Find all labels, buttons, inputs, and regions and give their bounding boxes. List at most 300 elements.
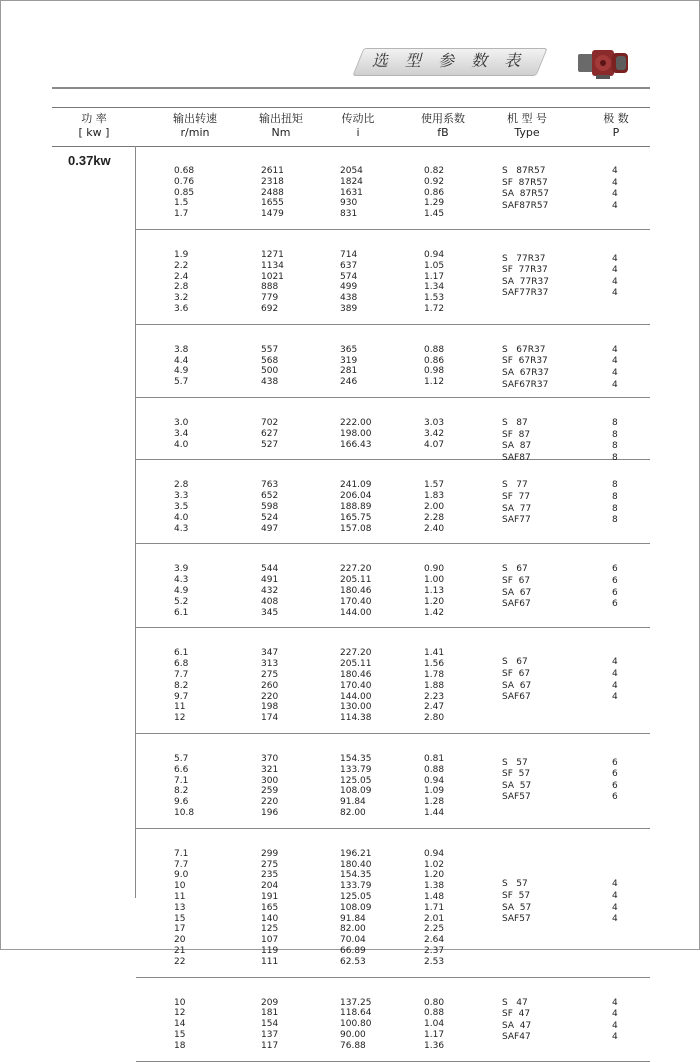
speed-column <box>174 250 188 315</box>
cell: S 87 <box>502 417 528 428</box>
cell: 2.2 <box>174 260 189 271</box>
cell: S 57 <box>502 879 528 890</box>
cell: 165.75 <box>340 512 372 523</box>
cell: 4 <box>612 891 618 902</box>
cell: 12 <box>174 713 186 724</box>
cell: 111 <box>261 956 279 967</box>
cell: 1.83 <box>424 491 445 502</box>
cell: 144.00 <box>340 691 372 702</box>
col-speed-label: 输出转速 <box>173 112 217 125</box>
cell: SA 67R37 <box>502 367 549 378</box>
cell: 888 <box>261 282 279 293</box>
cell: SAF77 <box>502 515 531 526</box>
cell: 0.88 <box>424 764 445 775</box>
cell: 4 <box>612 680 618 691</box>
cell: 321 <box>261 764 279 775</box>
data-group <box>136 460 650 544</box>
cell: SAF67R37 <box>502 379 549 390</box>
cell: 557 <box>261 344 279 355</box>
col-speed-unit: r/min <box>180 126 210 139</box>
cell: 1.28 <box>424 797 445 808</box>
cell: 3.03 <box>424 417 445 428</box>
pole-column <box>612 418 618 464</box>
torque-column <box>261 998 278 1052</box>
cell: SF 77 <box>502 491 531 502</box>
cell: 15 <box>174 1029 186 1040</box>
cell: 4 <box>612 692 618 703</box>
cell: 154.35 <box>340 753 372 764</box>
torque-column <box>261 250 284 315</box>
cell: S 67 <box>502 564 528 575</box>
cell: 4 <box>612 1020 618 1031</box>
cell: 4 <box>612 276 618 287</box>
cell: SAF57 <box>502 914 531 925</box>
cell: 702 <box>261 417 279 428</box>
cell: 6 <box>612 769 618 780</box>
cell: 1.48 <box>424 891 445 902</box>
col-fb-label: 使用系数 <box>421 112 465 125</box>
cell: 137.25 <box>340 997 372 1008</box>
cell: 2.23 <box>424 691 445 702</box>
cell: 130.00 <box>340 702 372 713</box>
col-ratio-header <box>328 112 388 140</box>
cell: 524 <box>261 512 279 523</box>
cell: 1.53 <box>424 293 445 304</box>
parameter-table <box>52 107 650 147</box>
type-column <box>502 418 531 464</box>
cell: 125 <box>261 924 279 935</box>
cell: 1655 <box>261 198 284 209</box>
cell: 1.09 <box>424 786 445 797</box>
cell: 8.2 <box>174 786 189 797</box>
cell: 2.8 <box>174 480 189 491</box>
cell: 260 <box>261 680 279 691</box>
cell: 2.53 <box>424 956 445 967</box>
cell: 2.40 <box>424 523 445 534</box>
cell: 7.7 <box>174 669 189 680</box>
pole-column <box>612 758 618 804</box>
cell: 166.43 <box>340 439 372 450</box>
cell: 299 <box>261 848 279 859</box>
speed-column <box>174 345 188 388</box>
cell: 5.7 <box>174 753 189 764</box>
cell: 118.64 <box>340 1008 372 1019</box>
cell: 4 <box>612 177 618 188</box>
cell: 9.7 <box>174 691 189 702</box>
cell: SF 67 <box>502 669 531 680</box>
cell: SF 67 <box>502 575 531 586</box>
cell: 2.28 <box>424 512 445 523</box>
cell: 9.0 <box>174 870 189 881</box>
pole-column <box>612 879 618 925</box>
cell: 438 <box>340 293 358 304</box>
cell: SAF47 <box>502 1032 531 1043</box>
cell: 300 <box>261 775 279 786</box>
cell: S 77 <box>502 480 528 491</box>
speed-column <box>174 754 194 819</box>
cell: SA 67 <box>502 680 532 691</box>
cell: 8 <box>612 503 618 514</box>
service-factor-column <box>424 754 444 819</box>
cell: 196 <box>261 807 279 818</box>
cell: 6 <box>612 780 618 791</box>
cell: 4 <box>612 253 618 264</box>
cell: 6 <box>612 792 618 803</box>
col-power-label: 功 率 <box>81 112 107 125</box>
cell: 499 <box>340 282 358 293</box>
cell: SAF87R57 <box>502 200 549 211</box>
cell: 2.47 <box>424 702 445 713</box>
cell: 1.12 <box>424 377 445 388</box>
service-factor-column <box>424 648 444 724</box>
cell: 0.82 <box>424 166 445 176</box>
cell: 4 <box>612 288 618 299</box>
cell: 4.3 <box>174 575 189 586</box>
cell: S 67R37 <box>502 344 546 355</box>
cell: 4 <box>612 265 618 276</box>
cell: 8 <box>612 441 618 452</box>
cell: SAF67 <box>502 599 531 610</box>
cell: SF 47 <box>502 1009 531 1020</box>
type-column <box>502 564 531 610</box>
cell: 4.0 <box>174 439 189 450</box>
cell: 154.35 <box>340 870 372 881</box>
header-divider <box>52 87 650 89</box>
cell: 4.4 <box>174 355 189 366</box>
pole-column <box>612 254 618 300</box>
cell: 4.9 <box>174 366 189 377</box>
type-column <box>502 166 549 212</box>
cell: 125.05 <box>340 891 372 902</box>
cell: 246 <box>340 377 358 388</box>
type-column <box>502 998 531 1044</box>
cell: 692 <box>261 303 279 314</box>
cell: 2.00 <box>424 501 445 512</box>
cell: 4 <box>612 1032 618 1043</box>
cell: 90.00 <box>340 1029 366 1040</box>
cell: 831 <box>340 209 358 220</box>
cell: 544 <box>261 564 279 575</box>
cell: 3.9 <box>174 564 189 575</box>
cell: 3.8 <box>174 344 189 355</box>
cell: 1.00 <box>424 575 445 586</box>
ratio-column <box>340 648 372 724</box>
cell: 652 <box>261 491 279 502</box>
data-group <box>136 628 650 734</box>
cell: 220 <box>261 691 279 702</box>
cell: 227.20 <box>340 564 372 575</box>
cell: 2.01 <box>424 913 445 924</box>
cell: 1.02 <box>424 859 445 870</box>
torque-column <box>261 754 278 819</box>
cell: 1.20 <box>424 870 445 881</box>
cell: 20 <box>174 935 186 946</box>
cell: 1.04 <box>424 1019 445 1030</box>
torque-column <box>261 564 278 618</box>
cell: 133.79 <box>340 764 372 775</box>
cell: 13 <box>174 902 186 913</box>
cell: 1.45 <box>424 209 445 220</box>
cell: 15 <box>174 913 186 924</box>
service-factor-column <box>424 480 444 534</box>
data-group <box>136 544 650 628</box>
speed-column <box>174 648 188 724</box>
col-type-header <box>492 112 562 140</box>
cell: 2318 <box>261 176 284 187</box>
cell: 313 <box>261 659 279 670</box>
cell: 76.88 <box>340 1040 366 1051</box>
torque-column <box>261 648 278 724</box>
cell: 8 <box>612 480 618 491</box>
cell: 2.8 <box>174 282 189 293</box>
cell: 9.6 <box>174 797 189 808</box>
cell: 5.7 <box>174 377 189 388</box>
page-title: 选 型 参 数 表 <box>371 51 527 70</box>
cell: 191 <box>261 891 279 902</box>
cell: 3.3 <box>174 491 189 502</box>
cell: 598 <box>261 501 279 512</box>
speed-column <box>174 564 188 618</box>
type-column <box>502 345 549 391</box>
cell: 2.37 <box>424 945 445 956</box>
cell: 4 <box>612 997 618 1008</box>
pole-column <box>612 166 618 212</box>
cell: SF 87 <box>502 429 531 440</box>
data-group <box>136 978 650 1062</box>
cell: S 87R57 <box>502 166 546 176</box>
cell: 1134 <box>261 260 284 271</box>
cell: 198 <box>261 702 279 713</box>
cell: 181 <box>261 1008 279 1019</box>
cell: SAF67 <box>502 692 531 703</box>
type-column <box>502 879 531 925</box>
cell: 0.81 <box>424 753 445 764</box>
data-group <box>136 146 650 230</box>
cell: 6 <box>612 564 618 575</box>
cell: 6.1 <box>174 648 189 659</box>
cell: 3.0 <box>174 417 189 428</box>
cell: 1.05 <box>424 260 445 271</box>
cell: SA 57 <box>502 902 532 913</box>
data-group <box>136 829 650 978</box>
cell: 144.00 <box>340 607 372 618</box>
cell: 0.86 <box>424 187 445 198</box>
cell: 365 <box>340 344 358 355</box>
cell: 100.80 <box>340 1019 372 1030</box>
cell: 137 <box>261 1029 279 1040</box>
cell: 763 <box>261 480 279 491</box>
cell: 180.40 <box>340 859 372 870</box>
cell: S 77R37 <box>502 253 546 264</box>
cell: 497 <box>261 523 279 534</box>
pole-column <box>612 345 618 391</box>
cell: 1631 <box>340 187 363 198</box>
cell: 66.89 <box>340 945 366 956</box>
cell: 4 <box>612 902 618 913</box>
cell: 22 <box>174 956 186 967</box>
cell: 108.09 <box>340 786 372 797</box>
cell: 91.84 <box>340 797 366 808</box>
cell: 1824 <box>340 176 363 187</box>
cell: 0.98 <box>424 366 445 377</box>
ratio-column <box>340 998 372 1052</box>
cell: 1.78 <box>424 669 445 680</box>
type-column <box>502 254 549 300</box>
cell: 180.46 <box>340 585 372 596</box>
cell: 1.72 <box>424 303 445 314</box>
cell: 4 <box>612 166 618 176</box>
cell: 7.1 <box>174 775 189 786</box>
cell: 527 <box>261 439 279 450</box>
cell: 4 <box>612 1009 618 1020</box>
cell: 108.09 <box>340 902 372 913</box>
cell: 0.85 <box>174 187 195 198</box>
cell: 259 <box>261 786 279 797</box>
cell: 1.42 <box>424 607 445 618</box>
cell: 3.6 <box>174 303 189 314</box>
cell: 204 <box>261 881 279 892</box>
cell: SA 87 <box>502 441 532 452</box>
service-factor-column <box>424 564 444 618</box>
cell: 1.88 <box>424 680 445 691</box>
cell: 3.5 <box>174 501 189 512</box>
gear-motor-icon <box>576 44 630 82</box>
cell: 196.21 <box>340 848 372 859</box>
cell: 70.04 <box>340 935 366 946</box>
cell: 0.76 <box>174 176 195 187</box>
ratio-column <box>340 564 372 618</box>
speed-column <box>174 480 188 534</box>
cell: 125.05 <box>340 775 372 786</box>
cell: 574 <box>340 271 358 282</box>
ratio-column <box>340 250 357 315</box>
col-fb-header <box>408 112 478 140</box>
cell: 198.00 <box>340 428 372 439</box>
col-pole-unit: P <box>612 126 620 139</box>
cell: SF 57 <box>502 891 531 902</box>
cell: 2.4 <box>174 271 189 282</box>
col-pole-label: 极 数 <box>603 112 629 125</box>
cell: 209 <box>261 997 279 1008</box>
cell: 8 <box>612 417 618 428</box>
cell: 779 <box>261 293 279 304</box>
cell: 0.94 <box>424 250 445 260</box>
ratio-column <box>340 480 372 534</box>
torque-column <box>261 345 278 388</box>
cell: 1.17 <box>424 271 445 282</box>
ratio-column <box>340 418 372 450</box>
cell: SF 57 <box>502 769 531 780</box>
pole-column <box>612 564 618 610</box>
cell: 1.36 <box>424 1040 445 1051</box>
col-power-unit: [ kw ] <box>78 126 110 139</box>
cell: 714 <box>340 250 358 260</box>
cell: 1271 <box>261 250 284 260</box>
cell: 5.2 <box>174 596 189 607</box>
service-factor-column <box>424 345 444 388</box>
cell: 1.17 <box>424 1029 445 1040</box>
ratio-column <box>340 345 357 388</box>
cell: 568 <box>261 355 279 366</box>
cell: 8 <box>612 515 618 526</box>
cell: 500 <box>261 366 279 377</box>
cell: 408 <box>261 596 279 607</box>
service-factor-column <box>424 250 444 315</box>
cell: 17 <box>174 924 186 935</box>
cell: 6.6 <box>174 764 189 775</box>
cell: 319 <box>340 355 358 366</box>
col-torque-header <box>246 112 316 140</box>
cell: 1.9 <box>174 250 189 260</box>
cell: 241.09 <box>340 480 372 491</box>
cell: 6.1 <box>174 607 189 618</box>
data-group <box>136 734 650 829</box>
cell: 4.0 <box>174 512 189 523</box>
service-factor-column <box>424 418 444 450</box>
col-fb-unit: fB <box>437 126 449 139</box>
cell: SF 67R37 <box>502 356 548 367</box>
cell: 0.94 <box>424 848 445 859</box>
cell: 10 <box>174 881 186 892</box>
cell: 7.7 <box>174 859 189 870</box>
cell: 0.86 <box>424 355 445 366</box>
cell: 10.8 <box>174 807 195 818</box>
col-ratio-label: 传动比 <box>341 112 375 125</box>
cell: 1.34 <box>424 282 445 293</box>
cell: SA 77 <box>502 503 532 514</box>
cell: 1.20 <box>424 596 445 607</box>
service-factor-column <box>424 166 444 220</box>
cell: 1.41 <box>424 648 445 659</box>
col-torque-unit: Nm <box>271 126 291 139</box>
cell: 4 <box>612 914 618 925</box>
cell: 7.1 <box>174 848 189 859</box>
cell: 1.29 <box>424 198 445 209</box>
data-group <box>136 398 650 463</box>
cell: 0.88 <box>424 344 445 355</box>
cell: 0.92 <box>424 176 445 187</box>
cell: 91.84 <box>340 913 366 924</box>
col-type-unit: Type <box>514 126 540 139</box>
cell: 174 <box>261 713 279 724</box>
cell: 1.57 <box>424 480 445 491</box>
cell: SA 47 <box>502 1020 532 1031</box>
speed-column <box>174 418 188 450</box>
cell: 140 <box>261 913 279 924</box>
cell: 930 <box>340 198 358 209</box>
cell: 21 <box>174 945 186 956</box>
cell: 157.08 <box>340 523 372 534</box>
cell: 637 <box>340 260 358 271</box>
ratio-column <box>340 754 372 819</box>
cell: 18 <box>174 1040 186 1051</box>
cell: SA 57 <box>502 780 532 791</box>
cell: 4 <box>612 200 618 211</box>
cell: 2054 <box>340 166 363 176</box>
cell: 1.38 <box>424 881 445 892</box>
cell: 2488 <box>261 187 284 198</box>
col-speed-header <box>160 112 230 140</box>
torque-column <box>261 418 278 450</box>
cell: 4 <box>612 379 618 390</box>
cell: SA 87R57 <box>502 189 549 200</box>
col-torque-label: 输出扭矩 <box>259 112 303 125</box>
cell: 6 <box>612 587 618 598</box>
cell: 1.56 <box>424 659 445 670</box>
cell: 4 <box>612 879 618 890</box>
cell: 1.71 <box>424 902 445 913</box>
cell: S 47 <box>502 997 528 1008</box>
